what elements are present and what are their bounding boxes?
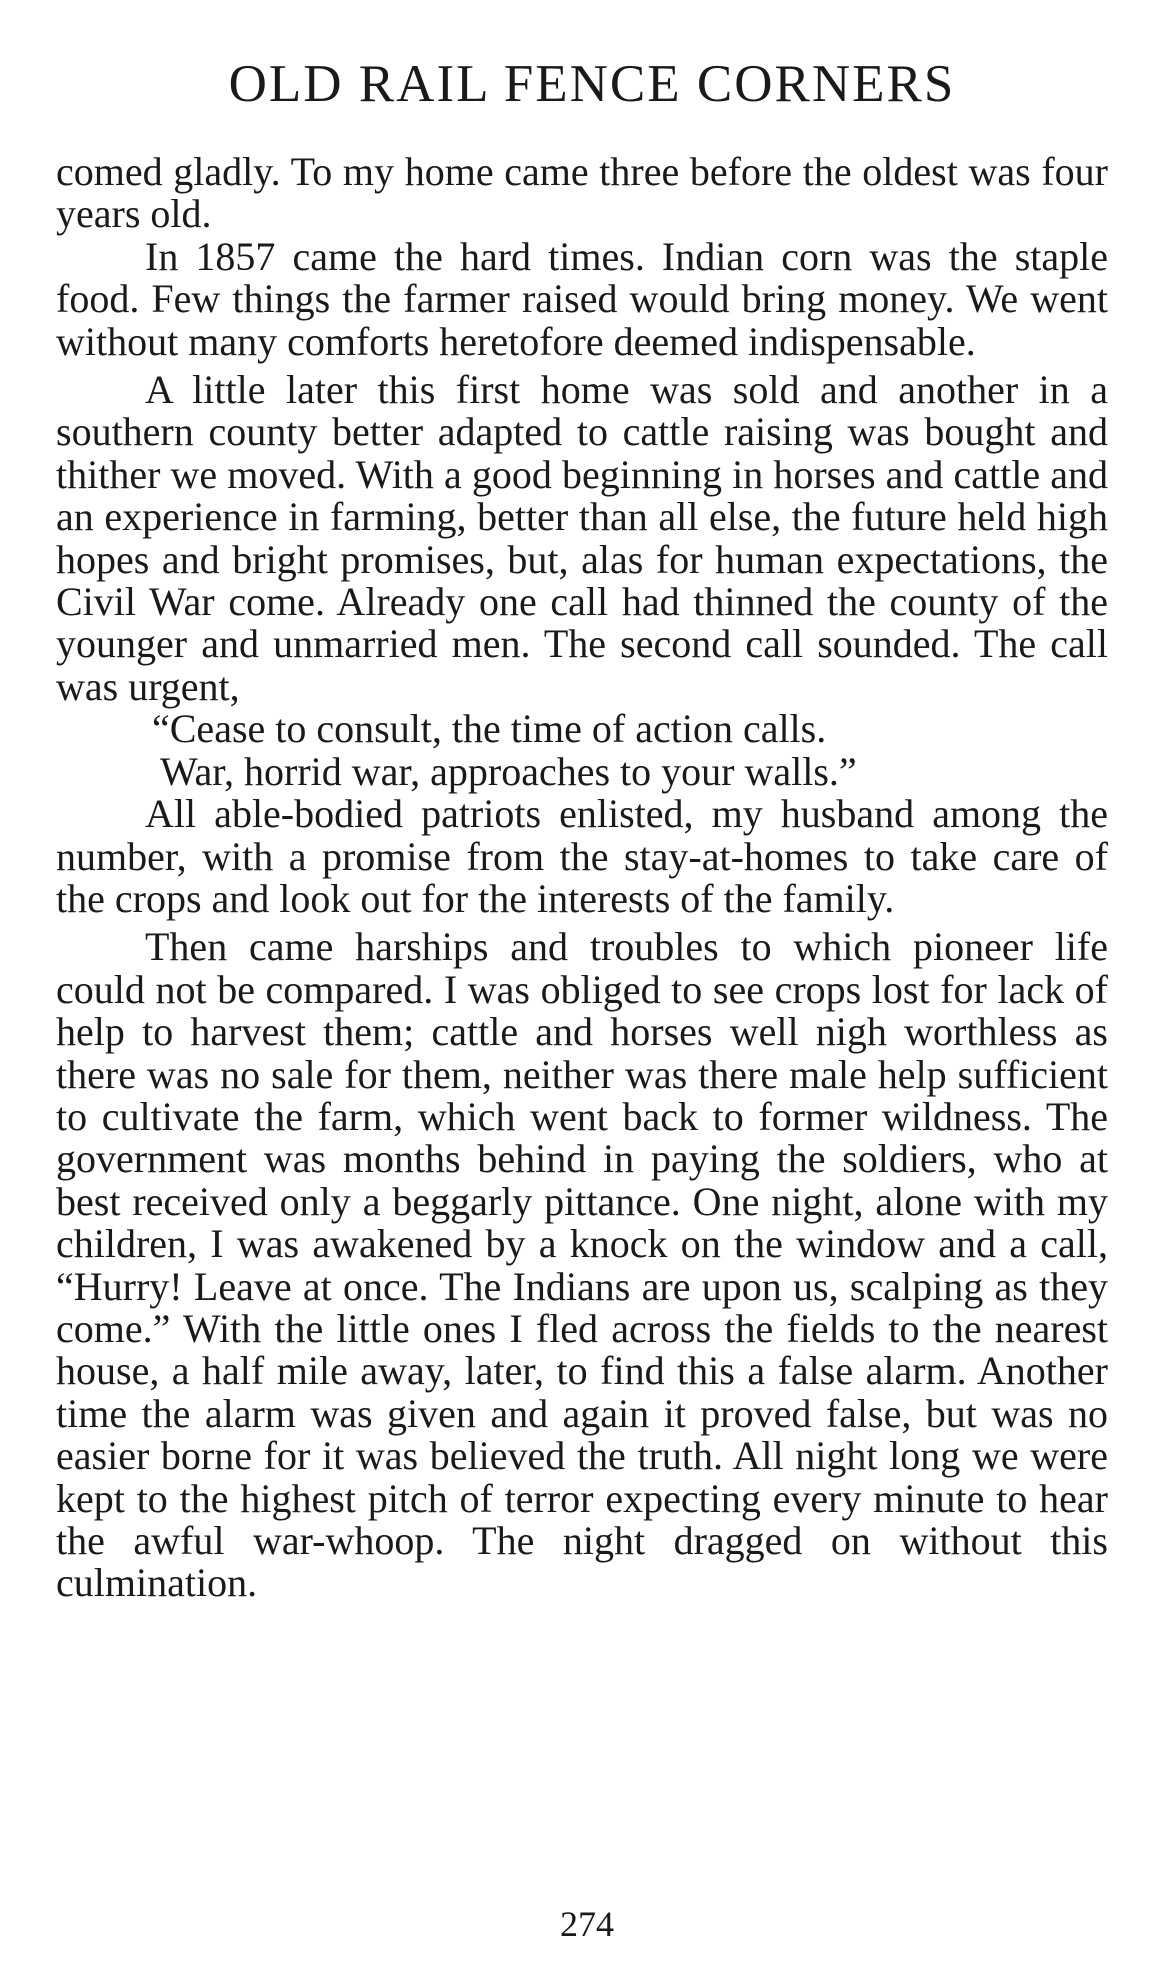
page-body (56, 151, 1108, 1605)
running-title: OLD RAIL FENCE CORNERS (228, 55, 956, 113)
paragraph-enlistment: All able-bodied patriots enlisted, my husband among the number, with a promise from the stay-at-homes to take care of the crops and look out for the interests of the family. (56, 791, 1108, 921)
verse-quotation (56, 708, 1108, 793)
paragraph-hard-times: In 1857 came the hard times. Indian corn was the staple food. Few things the farmer raised would bring money. We went without many comforts heretofore deemed indispensable. (56, 233, 1108, 364)
paragraph-new-home: A little later this first home was sold and another in a southern county better adapted to cattle raising was bought and thither we moved. With a good beginning in horses and cattle and an experience in farming, better than all else, the future held high hopes and bright promises, but, alas for human expectations, the Civil War come. Already one call had thinned the county of the younger and unmarried men. The second call sounded. The call was urgent, (56, 367, 1108, 709)
verse-line: War, horrid war, approaches to your walls.” (160, 748, 857, 794)
paragraph-hardships: Then came harships and troubles to which pioneer life could not be compared. I was obliged to see crops lost for lack of help to harvest them; cattle and horses well nigh worthless as there was no sale for them, neither was there male help sufficient to cultivate the farm, which went back to former wildness. The government was months behind in paying the soldiers, who at best received only a beggarly pittance. One night, alone with my children, I was awakened by a knock on the window and a call, “Hurry! Leave at once. The Indians are upon us, scalping as they come.” With the little ones I fled across the fields to the nearest house, a half mile away, later, to find this a false alarm. Another time the alarm was given and again it proved false, but was no easier borne for it was believed the truth. All night long we were kept to the highest pitch of terror expecting every minute to hear the awful war-whoop. The night dragged on without this culmination. (56, 924, 1108, 1606)
paragraph-continued: comed gladly. To my home came three before the oldest was four years old. (56, 149, 1108, 237)
page-number: 274 (560, 1904, 614, 1944)
verse-line: “Cease to consult, the time of action calls. (152, 706, 827, 752)
